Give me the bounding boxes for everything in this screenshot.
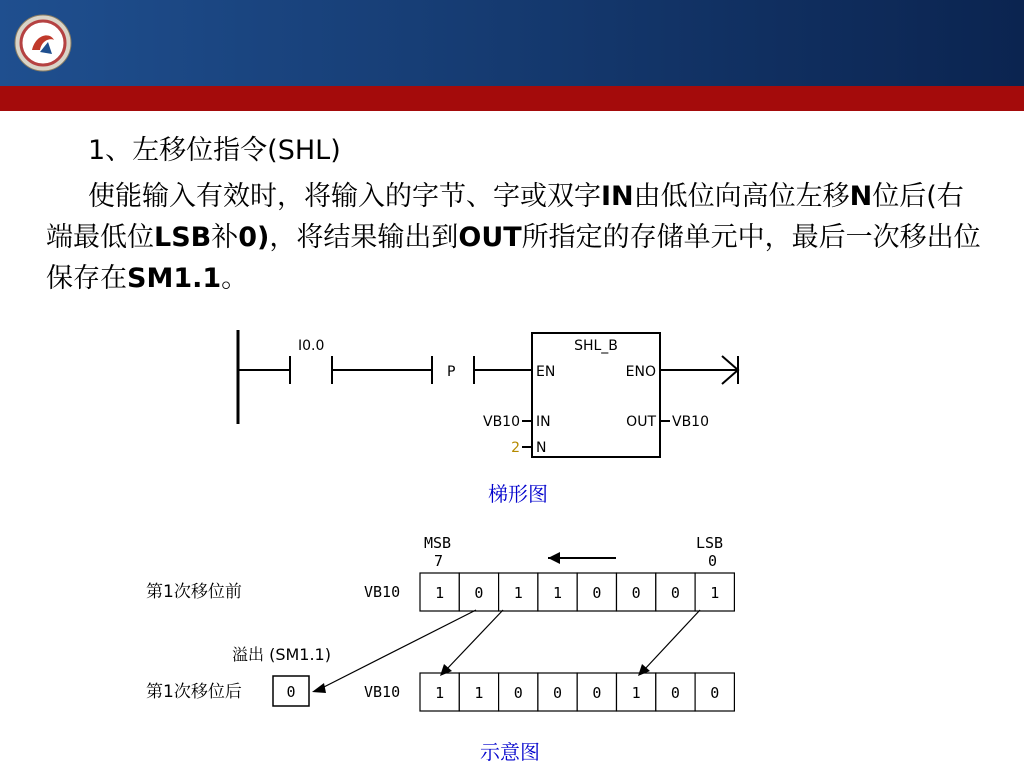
n-pin: N <box>536 440 547 456</box>
para-bold-zero: 0) <box>238 222 270 253</box>
msb-label: MSB <box>424 534 452 552</box>
bit-value: 1 <box>474 684 484 702</box>
para-text-7: 。 <box>221 263 249 294</box>
para-text-5: ，将结果输出到 <box>269 222 459 253</box>
bit-value: 0 <box>670 584 680 602</box>
out-operand: VB10 <box>672 414 709 430</box>
ladder-caption: 梯形图 <box>488 482 548 506</box>
section-title: 1、左移位指令(SHL) <box>88 135 341 166</box>
row-after-label: 第1次移位后 <box>146 682 242 702</box>
para-bold-in: IN <box>601 181 634 212</box>
bit-value: 1 <box>631 684 641 702</box>
out-pin: OUT <box>626 414 656 430</box>
bit-value: 0 <box>592 684 602 702</box>
bit-value: 0 <box>710 684 720 702</box>
block-title: SHL_B <box>574 338 618 354</box>
bit-value: 0 <box>474 584 484 602</box>
msb-bit: 7 <box>434 552 444 570</box>
schematic-caption: 示意图 <box>480 740 540 764</box>
bit-value: 0 <box>631 584 641 602</box>
para-bold-sm: SM1.1 <box>127 263 222 294</box>
bit-value: 1 <box>435 584 445 602</box>
para-bold-lsb: LSB <box>154 222 212 253</box>
para-text-6: 所指定的存储单元中，最后一次移出位保存在 <box>46 222 981 294</box>
eno-pin: ENO <box>625 364 656 380</box>
bit-value: 1 <box>710 584 720 602</box>
contact-label: I0.0 <box>298 338 325 354</box>
en-pin: EN <box>536 364 556 380</box>
in-pin: IN <box>536 414 551 430</box>
before-register <box>420 573 734 611</box>
para-text-2: 由低位向高位左移 <box>633 181 850 212</box>
bit-value: 0 <box>513 684 523 702</box>
overflow-arrow-icon <box>312 683 326 693</box>
n-operand: 2 <box>511 440 520 456</box>
shift-direction-arrow-icon <box>548 552 560 564</box>
row-before-label: 第1次移位前 <box>146 582 242 602</box>
para-bold-n: N <box>849 181 873 212</box>
p-contact-label: P <box>447 364 456 380</box>
bit-value: 0 <box>553 684 563 702</box>
in-operand: VB10 <box>483 414 520 430</box>
register-label-after: VB10 <box>364 683 401 701</box>
para-text-1: 使能输入有效时，将输入的字节、字或双字 <box>88 181 601 212</box>
para-bold-out: OUT <box>458 222 522 253</box>
bit-value: 0 <box>592 584 602 602</box>
bit-value: 1 <box>513 584 523 602</box>
bit-value: 1 <box>435 684 445 702</box>
lsb-bit: 0 <box>708 552 718 570</box>
overflow-label: 溢出 (SM1.1) <box>232 645 331 664</box>
bit-value: 0 <box>670 684 680 702</box>
overflow-value: 0 <box>286 683 296 701</box>
bit-value: 1 <box>553 584 563 602</box>
after-register <box>420 673 734 711</box>
lsb-label: LSB <box>696 534 724 552</box>
para-text-3: 位后(右端最低位 <box>46 181 964 253</box>
register-label-before: VB10 <box>364 583 401 601</box>
para-text-4: 补 <box>211 222 239 253</box>
